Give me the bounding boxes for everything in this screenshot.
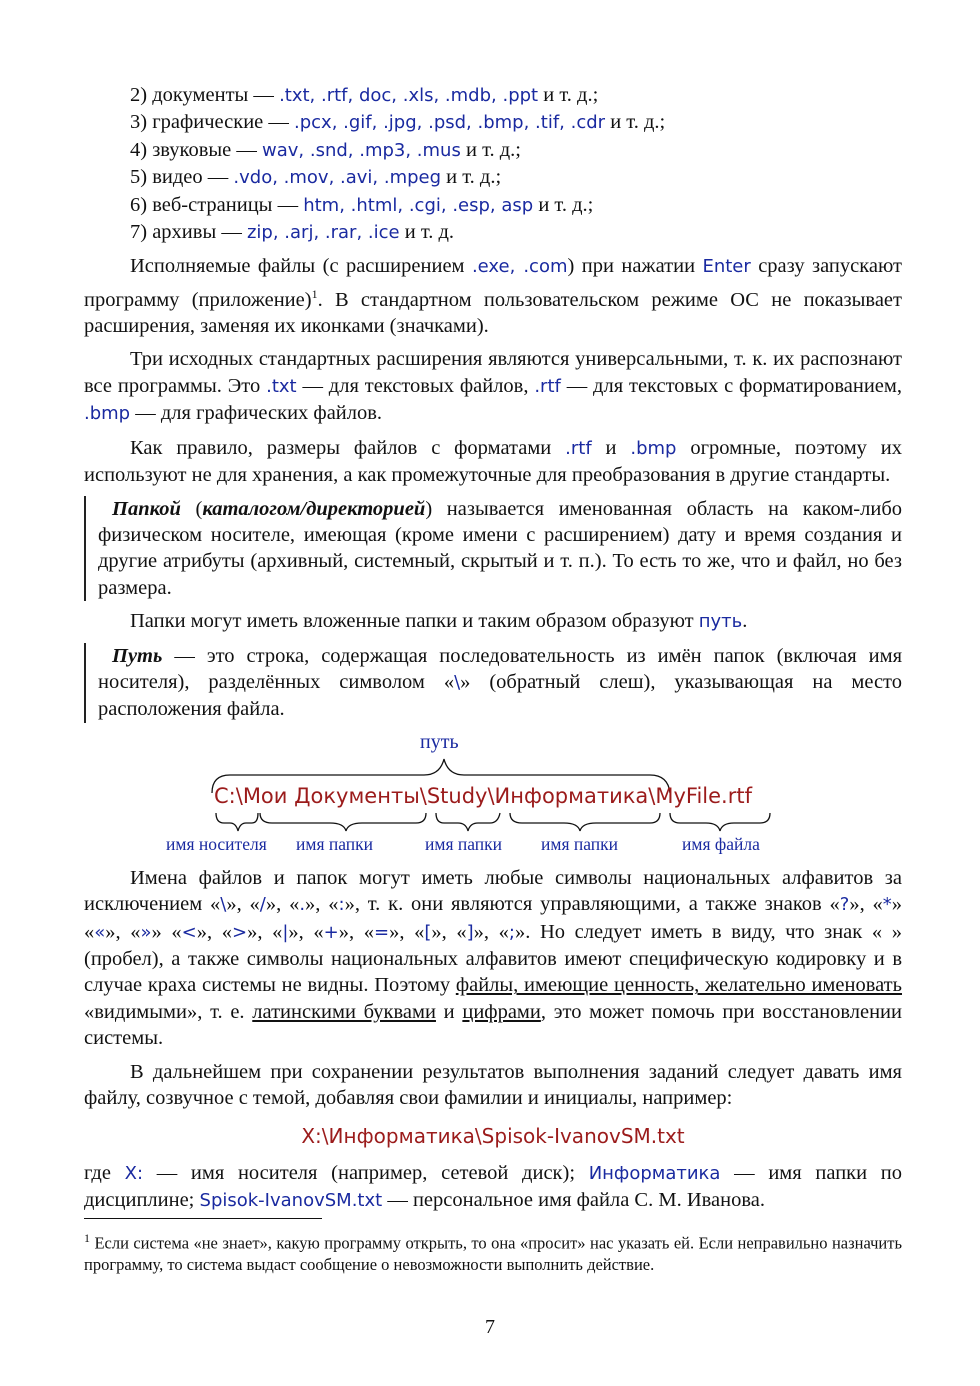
list-item: 6) веб-страницы — htm, .html, .cgi, .esp, asp и т. д.; bbox=[130, 193, 594, 216]
paragraph-characters: Имена файлов и папок могут иметь любые символы национальных алфавитов за исключением «\», «/», «.», «:», т. к. они являются управляющими, а также знаков «?», «*» ««», «»» «<», «>», «|», «+», «=», «[», «]», «;». Но следует иметь в виду, что знак « » (пробел), а также символы национальных алфавитов имеют специфическую кодировку и в случае краха системы не видны. Поэтому файлы, имеющие ценность, желательно именовать «видимыми», т. е. латинскими буквами и цифрами, это может помочь при восстановлении системы. bbox=[84, 866, 903, 1050]
page-number: 7 bbox=[485, 1316, 495, 1338]
definition-path: Путь — это строка, содержащая последовательность из имён папок (включая имя носителя), разделённых символом «\» (обратный слеш), указывающая на место расположения файла. bbox=[84, 643, 902, 723]
path-example: C:\Мои Документы\Study\Информатика\MyFile.rtf bbox=[214, 783, 752, 808]
label-folder: имя папки bbox=[425, 833, 502, 854]
list-item: 7) архивы — zip, .arj, .rar, .ice и т. д. bbox=[130, 221, 455, 244]
list-item: 3) графические — .pcx, .gif, .jpg, .psd, .bmp, .tif, .cdr и т. д.; bbox=[130, 111, 666, 134]
footnote-divider bbox=[84, 1218, 322, 1219]
label-drive: имя носителя bbox=[166, 833, 267, 854]
paragraph-explanation: где X: — имя носителя (например, сетевой диск); Информатика — имя папки по дисциплине; Spisok-IvanovSM.txt — персональное имя файла С. М. Иванова. bbox=[84, 1161, 902, 1212]
paragraph-sizes: Как правило, размеры файлов с форматами .rtf и .bmp огромные, поэтому их используют не для хранения, а как промежуточные для преобразования в другие стандарты. bbox=[84, 436, 902, 487]
paragraph-nested: Папки могут иметь вложенные папки и таким образом образуют путь. bbox=[130, 610, 748, 633]
paragraph-naming: В дальнейшем при сохранении результатов выполнения заданий следует давать имя файлу, созвучное с темой, добавляя свои фамилии и инициалы, например: bbox=[84, 1060, 902, 1110]
path-diagram bbox=[84, 725, 902, 865]
brace-folder2 bbox=[436, 813, 500, 831]
list-item: 4) звуковые — wav, .snd, .mp3, .mus и т. д.; bbox=[130, 138, 521, 161]
label-folder: имя папки bbox=[541, 833, 618, 854]
label-folder: имя папки bbox=[296, 833, 373, 854]
paragraph-universal: Три исходных стандартных расширения являются универсальными, т. к. их распознают все программы. Это .txt — для текстовых файлов, .rtf — для текстовых с форматированием, .bmp — для графических файлов. bbox=[84, 348, 902, 425]
definition-folder: Папкой (каталогом/директорией) называется именованная область на каком-либо физическом носителе, имеющая (кроме имени с расширением) дату и время создания и другие атрибуты (архивный, системный, скрытый и т. п.). То есть то же, что и файл, но без размера. bbox=[84, 496, 902, 602]
label-file: имя файла bbox=[682, 833, 760, 854]
path-label: путь bbox=[420, 730, 459, 753]
brace-folder1 bbox=[260, 813, 426, 831]
brace-file bbox=[670, 813, 770, 831]
brace-folder3 bbox=[510, 813, 660, 831]
brace-drive bbox=[216, 813, 258, 831]
list-item: 2) документы — .txt, .rtf, doc, .xls, .mdb, .ppt и т. д.; bbox=[130, 84, 599, 106]
list-item: 5) видео — .vdo, .mov, .avi, .mpeg и т. д.; bbox=[130, 166, 502, 189]
footnote: $^1$ Если система «не знает», какую программу открыть, то она «просит» нас указать ей. Если неправильно назначить программу, то система выдаст сообщение о невозможности выполнить действие. bbox=[84, 1231, 902, 1274]
extension-list bbox=[84, 82, 902, 246]
page-body bbox=[84, 82, 902, 1215]
example-path: X:\Информатика\Spisok-IvanovSM.txt bbox=[301, 1124, 685, 1149]
paragraph-executables: Исполняемые файлы (с расширением .exe, .com) при нажатии Enter сразу запускают программу (приложение)$^1$. В стандартном пользовательском режиме ОС не показывает расширения, заменяя их иконками (значками). bbox=[84, 255, 902, 338]
